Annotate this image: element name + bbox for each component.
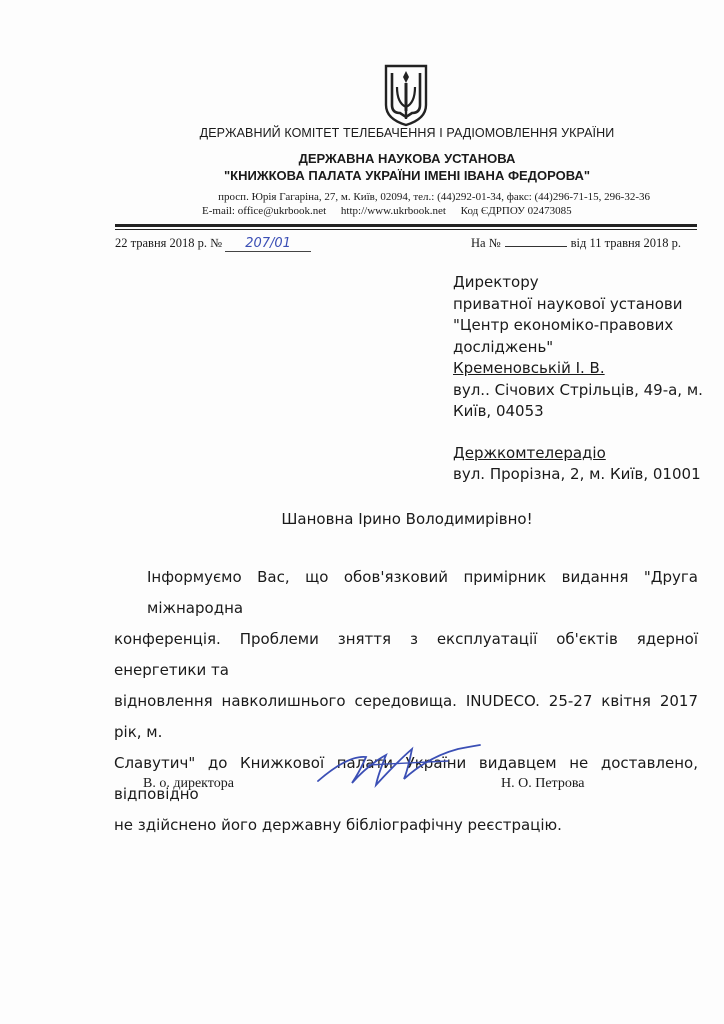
second-addressee-address: вул. Прорізна, 2, м. Київ, 01001: [453, 465, 701, 483]
addressee-line-3: "Центр економіко-правових: [453, 316, 674, 334]
body-line-3: відновлення навколишнього середовища. INUDECO. 25-27 квітня 2017 рік, м.: [114, 692, 698, 741]
incoming-date: від 11 травня 2018 р.: [570, 236, 682, 250]
body-line-1: Інформуємо Вас, що обов'язковий примірник видання "Друга міжнародна: [147, 568, 698, 617]
contact-block: [160, 190, 650, 218]
address-line: просп. Юрія Гагаріна, 27, м. Київ, 02094, тел.: (44)292-01-34, факс: (44)296-71-15, 296-32-36: [218, 191, 650, 203]
addressee-line-2: приватної наукової установи: [453, 294, 683, 313]
addressee-name: Кременовській І. В.: [453, 359, 605, 377]
addressee-block: [453, 272, 715, 486]
handwritten-signature: [308, 735, 488, 795]
committee-name: ДЕРЖАВНИЙ КОМІТЕТ ТЕЛЕБАЧЕННЯ І РАДІОМОВЛЕННЯ УКРАЇНИ: [199, 126, 615, 140]
outgoing-date: 22 травня 2018 р. №: [115, 236, 223, 250]
tryzub-emblem-icon: [383, 63, 429, 127]
institution-name: [0, 150, 724, 184]
website-text: http://www.ukrbook.net: [340, 205, 446, 217]
header-rule-thin: [115, 229, 697, 230]
incoming-number-blank: [505, 246, 567, 247]
edrpou-code: Код ЄДРПОУ 02473085: [460, 205, 572, 217]
body-line-5: не здійснено його державну бібліографічну реєстрацію.: [114, 816, 562, 834]
outgoing-reference: [115, 236, 311, 252]
addressee-line-4: досліджень": [453, 337, 554, 356]
second-addressee-org: Держкомтелерадіо: [453, 443, 606, 462]
body-line-4: Славутич" до Книжкової палати України видавцем не доставлено, відповідно: [114, 754, 698, 803]
greeting: Шановна Ірино Володимирівно!: [281, 510, 533, 528]
addressee-gap: [453, 423, 715, 443]
incoming-reference: [471, 236, 681, 251]
addressee-street: вул.. Січових Стрільців, 49-а, м.: [453, 380, 703, 399]
addressee-city: Київ, 04053: [453, 402, 544, 420]
header-rule-thick: [115, 224, 697, 227]
incoming-prefix: На №: [471, 236, 501, 250]
body-line-2: конференція. Проблеми зняття з експлуатації об'єктів ядерної енергетики та: [114, 630, 698, 679]
institution-line-1: ДЕРЖАВНА НАУКОВА УСТАНОВА: [298, 151, 516, 166]
addressee-line-1: Директору: [453, 273, 539, 291]
letter-body: [114, 562, 698, 841]
email-text: E-mail: office@ukrbook.net: [202, 205, 327, 217]
institution-line-2: "КНИЖКОВА ПАЛАТА УКРАЇНИ ІМЕНІ ІВАНА ФЕДОРОВА": [223, 168, 590, 183]
contact-line-2: [160, 204, 650, 218]
outgoing-number-handwritten: 207/01: [225, 236, 311, 252]
signatory-role: В. о. директора: [143, 776, 234, 791]
signatory-name: Н. О. Петрова: [501, 776, 585, 791]
